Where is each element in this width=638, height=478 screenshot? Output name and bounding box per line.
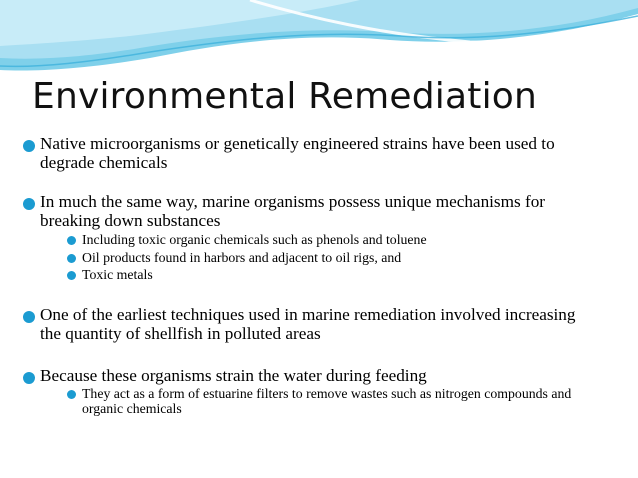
sub-bullet-marker (67, 390, 76, 399)
slide-title: Environmental Remediation (32, 76, 538, 117)
bullet-marker (23, 372, 35, 384)
bullet-marker (23, 198, 35, 210)
sub-bullet-marker (67, 254, 76, 263)
sub-bullet-marker (67, 271, 76, 280)
bullet-item: In much the same way, marine organisms possess unique mechanisms for breaking down substances (40, 192, 546, 230)
bullet-item: One of the earliest techniques used in marine remediation involved increasing the quantity of shellfish in polluted areas (40, 305, 576, 343)
sub-bullet-item: Oil products found in harbors and adjacent to oil rigs, and (82, 250, 402, 265)
sub-bullet-item: They act as a form of estuarine filters to remove wastes such as nitrogen compounds and organic chemicals (82, 386, 572, 416)
bullet-item: Native microorganisms or genetically engineered strains have been used to degrade chemicals (40, 134, 555, 172)
header-wave-decoration (0, 0, 638, 80)
bullet-marker (23, 311, 35, 323)
sub-bullet-item: Including toxic organic chemicals such as phenols and toluene (82, 232, 427, 247)
bullet-item: Because these organisms strain the water during feeding (40, 366, 427, 385)
sub-bullet-item: Toxic metals (82, 267, 153, 282)
bullet-marker (23, 140, 35, 152)
sub-bullet-marker (67, 236, 76, 245)
